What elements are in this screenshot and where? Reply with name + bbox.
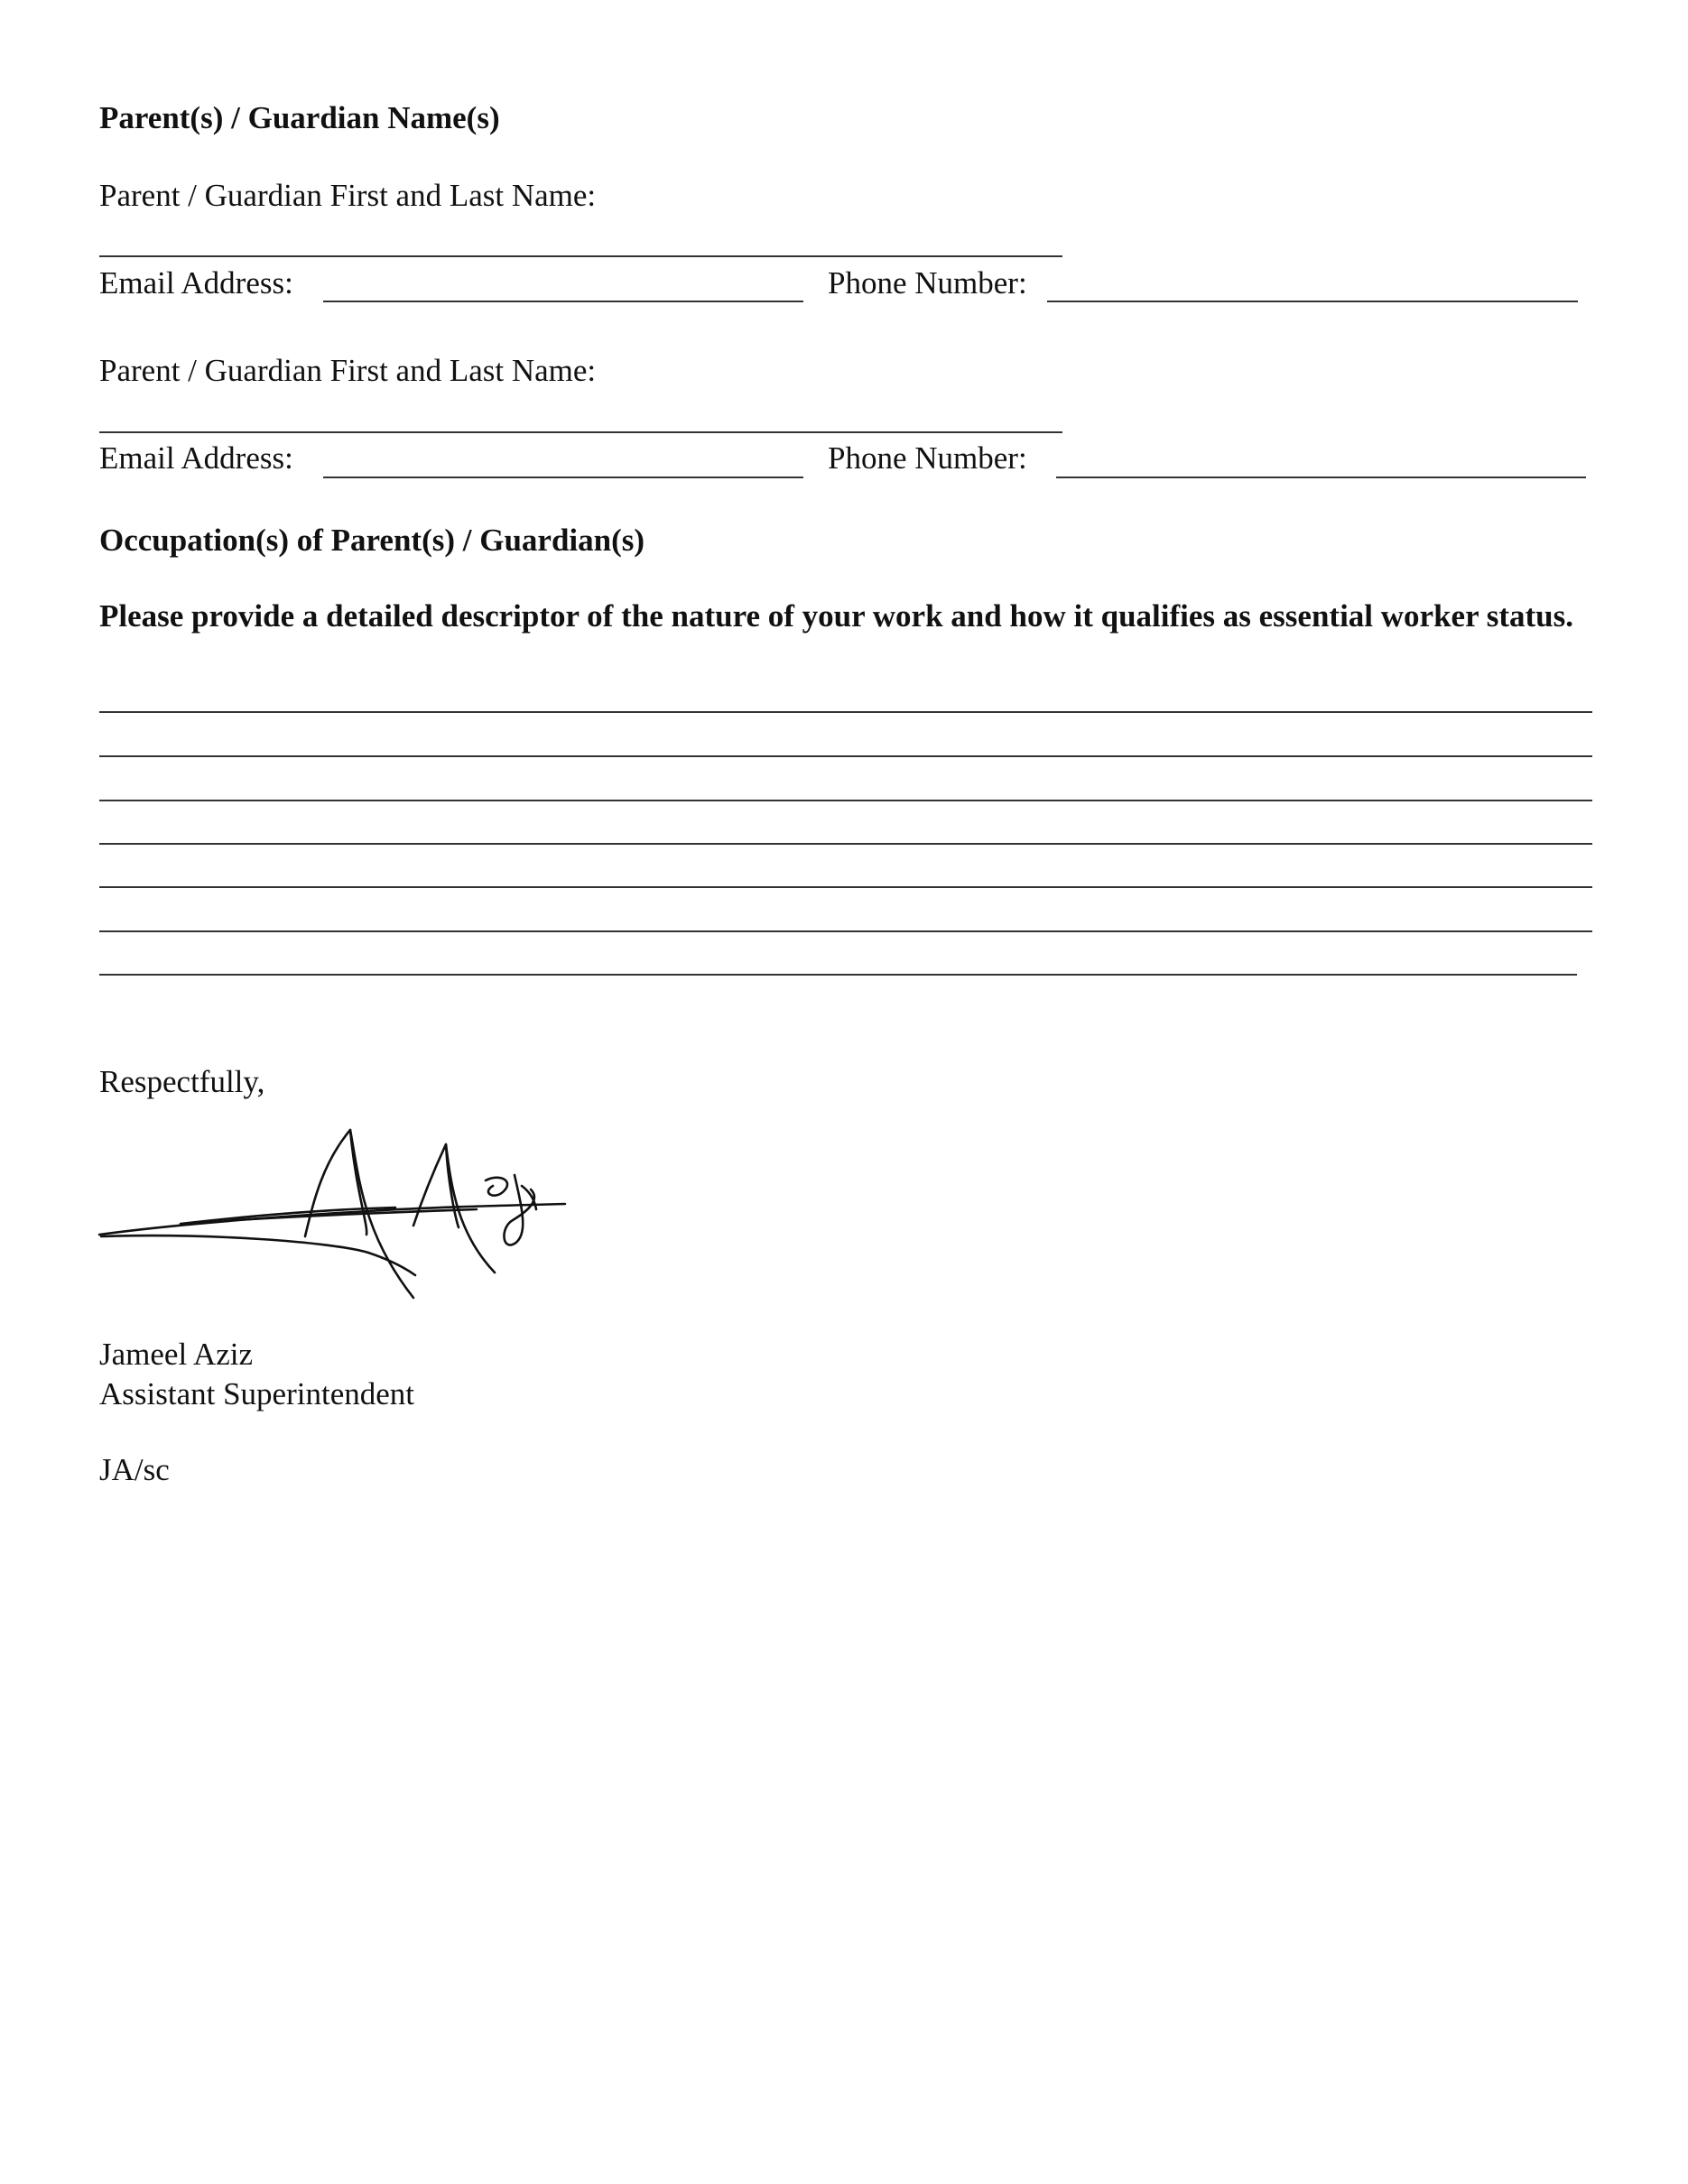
guardian-2-email-label: Email Address:	[99, 440, 293, 476]
guardian-1-name-label: Parent / Guardian First and Last Name:	[99, 178, 597, 213]
occupation-prompt: Please provide a detailed descriptor of the nature of your work and how it qualifies as essential worker status.	[99, 598, 1574, 634]
guardian-1-phone-label: Phone Number:	[828, 265, 1027, 301]
guardian-1-name-field[interactable]	[99, 255, 1062, 257]
occupation-response-line-7[interactable]	[99, 974, 1577, 976]
occupation-response-line-5[interactable]	[99, 886, 1592, 888]
occupation-response-line-3[interactable]	[99, 800, 1592, 801]
signatory-title: Assistant Superintendent	[99, 1376, 414, 1411]
parents-section-heading: Parent(s) / Guardian Name(s)	[99, 100, 500, 135]
occupation-section-heading: Occupation(s) of Parent(s) / Guardian(s)	[99, 523, 645, 558]
guardian-2-email-field[interactable]	[323, 477, 803, 478]
occupation-response-line-2[interactable]	[99, 755, 1592, 757]
occupation-response-line-1[interactable]	[99, 711, 1592, 713]
reference-initials: JA/sc	[99, 1452, 170, 1487]
guardian-2-name-field[interactable]	[99, 431, 1062, 433]
guardian-1-email-label: Email Address:	[99, 265, 293, 301]
signature-image	[97, 1126, 567, 1303]
guardian-2-phone-field[interactable]	[1056, 477, 1586, 478]
guardian-2-name-label: Parent / Guardian First and Last Name:	[99, 353, 597, 388]
signatory-name: Jameel Aziz	[99, 1337, 254, 1372]
guardian-2-phone-label: Phone Number:	[828, 440, 1027, 476]
closing-salutation: Respectfully,	[99, 1064, 265, 1099]
guardian-1-email-field[interactable]	[323, 301, 803, 302]
occupation-response-line-4[interactable]	[99, 843, 1592, 845]
occupation-response-line-6[interactable]	[99, 930, 1592, 932]
guardian-1-phone-field[interactable]	[1047, 301, 1578, 302]
